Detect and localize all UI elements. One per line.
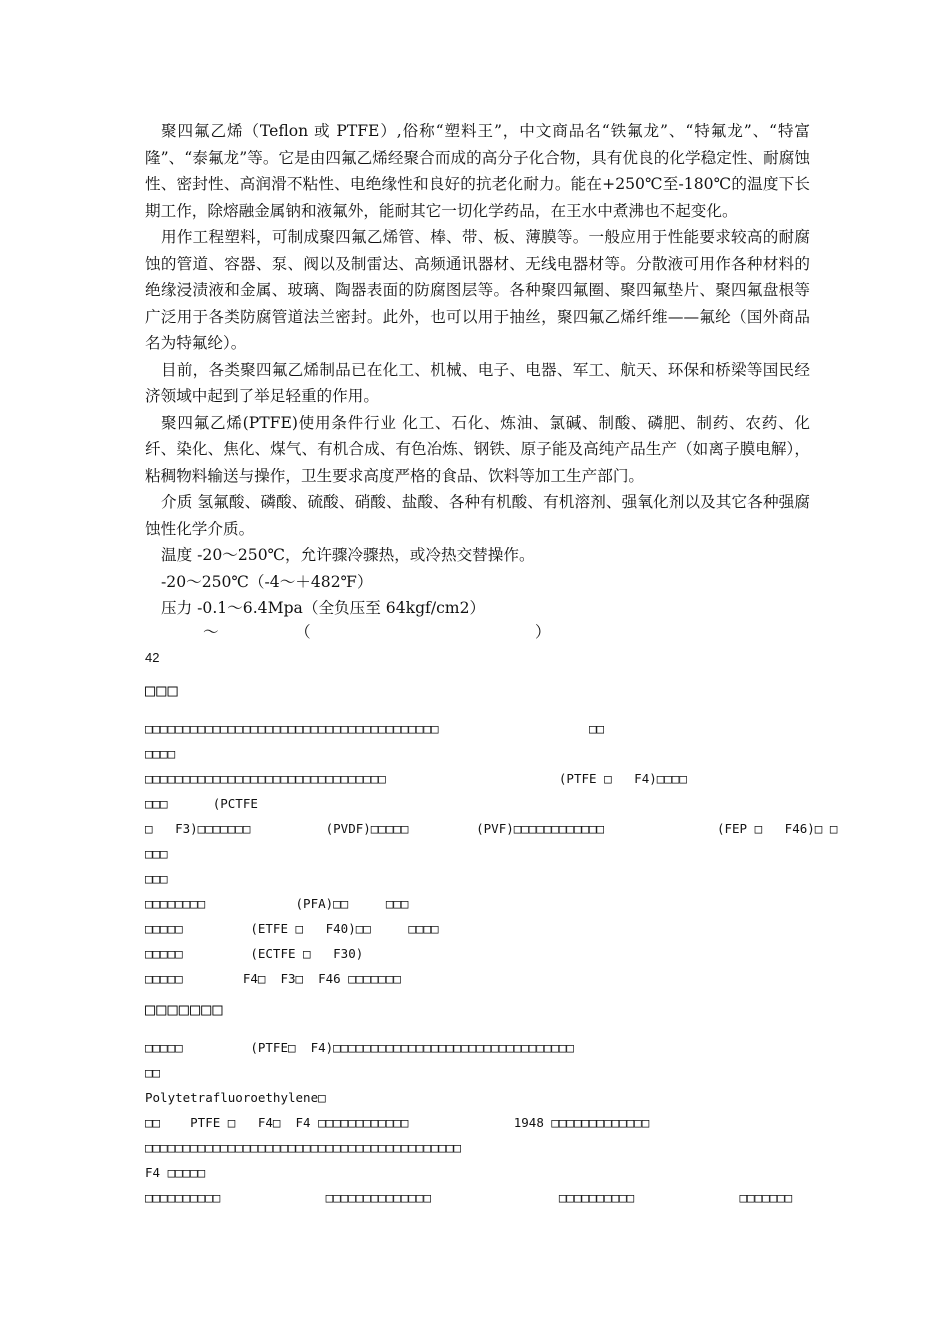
garbled-line: □ F3)□□□□□□□ (PVDF)□□□□□ (PVF)□□□□□□□□□□□□ (FEP □ F46)□ □: [145, 820, 838, 836]
garbled-line: □□□□□□□□□□□□□□□□□□□□□□□□□□□□□□□□□□□□□□□ □□: [145, 720, 605, 736]
page-number: 42: [145, 649, 160, 665]
garbled-line: □□□□□□□□ (PFA)□□ □□□: [145, 895, 409, 911]
section-heading-1: □□□: [145, 680, 179, 701]
section-heading-2: □□□□□□□: [145, 999, 224, 1020]
condition-temperature-range: -20～250℃（-4～＋482℉）: [161, 572, 373, 591]
garbled-line: Polytetrafluoroethylene□: [145, 1089, 326, 1105]
garbled-line: □□□: [145, 870, 168, 886]
garbled-line: □□ PTFE □ F4□ F4 □□□□□□□□□□□□ 1948 □□□□□□□□□□□□□: [145, 1114, 650, 1130]
document-page: [145, 118, 838, 1210]
condition-temperature: 温度 -20～250℃，允许骤冷骤热，或冷热交替操作。: [161, 546, 535, 564]
open-paren: （: [295, 622, 311, 641]
tilde-mark: ～: [203, 622, 219, 641]
section-1-body: [145, 716, 838, 991]
tilde-line: [145, 622, 810, 644]
garbled-line: □□□□: [145, 745, 176, 761]
garbled-line: □□□□□□□□□□ □□□□□□□□□□□□□□ □□□□□□□□□□ □□□□□□□: [145, 1189, 793, 1205]
paragraph-ptfe-intro: 聚四氟乙烯（Teflon 或 PTFE）,俗称“塑料王”，中文商品名“铁氟龙”、“特氟龙”、“特富隆”、“泰氟龙”等。它是由四氟乙烯经聚合而成的高分子化合物，具有优良的化学稳定性、耐腐蚀性、密封性、高润滑不粘性、电绝缘性和良好的抗老化耐力。能在+250℃至-180℃的温度下长期工作，除熔融金属钠和液氟外，能耐其它一切化学药品，在王水中煮沸也不起变化。: [145, 122, 810, 220]
section-2-body: [145, 1035, 810, 1210]
paragraph-applications: 用作工程塑料，可制成聚四氟乙烯管、棒、带、板、薄膜等。一般应用于性能要求较高的耐腐蚀的管道、容器、泵、阀以及制雷达、高频通讯器材、无线电器材等。分散液可用作各种材料的绝缘浸渍液和金属、玻璃、陶器表面的防腐图层等。各种聚四氟圈、聚四氟垫片、聚四氟盘根等广泛用于各类防腐管道法兰密封。此外，也可以用于抽丝，聚四氟乙烯纤维——氟纶（国外商品名为特氟纶）。: [145, 228, 810, 352]
paragraph-industries: 聚四氟乙烯(PTFE)使用条件行业 化工、石化、炼油、氯碱、制酸、磷肥、制药、农药、化纤、染化、焦化、煤气、有机合成、有色冶炼、钢铁、原子能及高纯产品生产（如离子膜电解），粘稠物料输送与操作，卫生要求高度严格的食品、饮料等加工生产部门。: [145, 413, 810, 485]
garbled-line: F4 □□□□□: [145, 1164, 206, 1180]
garbled-line: □□□ (PCTFE: [145, 795, 258, 811]
paragraph-media: 介质 氢氟酸、磷酸、硫酸、硝酸、盐酸、各种有机酸、有机溶剂、强氧化剂以及其它各种强腐蚀性化学介质。: [145, 493, 810, 538]
garbled-line: □□□□□□□□□□□□□□□□□□□□□□□□□□□□□□□□□□□□□□□□□□: [145, 1139, 462, 1155]
condition-pressure: 压力 -0.1～6.4Mpa（全负压至 64kgf/cm2）: [161, 599, 486, 617]
garbled-line: □□□□□□□□□□□□□□□□□□□□□□□□□□□□□□□□ (PTFE □ F4)□□□□: [145, 770, 687, 786]
paragraph-importance: 目前，各类聚四氟乙烯制品已在化工、机械、电子、电器、军工、航天、环保和桥梁等国民经济领域中起到了举足轻重的作用。: [145, 360, 810, 405]
garbled-line: □□□□□ F4□ F3□ F46 □□□□□□□: [145, 970, 401, 986]
garbled-line: □□□□□ (ECTFE □ F30): [145, 945, 364, 961]
garbled-line: □□□□□ (PTFE□ F4)□□□□□□□□□□□□□□□□□□□□□□□□□□□□□□□□: [145, 1039, 574, 1055]
garbled-line: □□□□□ (ETFE □ F40)□□ □□□□: [145, 920, 439, 936]
garbled-line: □□: [145, 1064, 161, 1080]
close-paren: ）: [535, 622, 551, 641]
garbled-line: □□□: [145, 845, 168, 861]
